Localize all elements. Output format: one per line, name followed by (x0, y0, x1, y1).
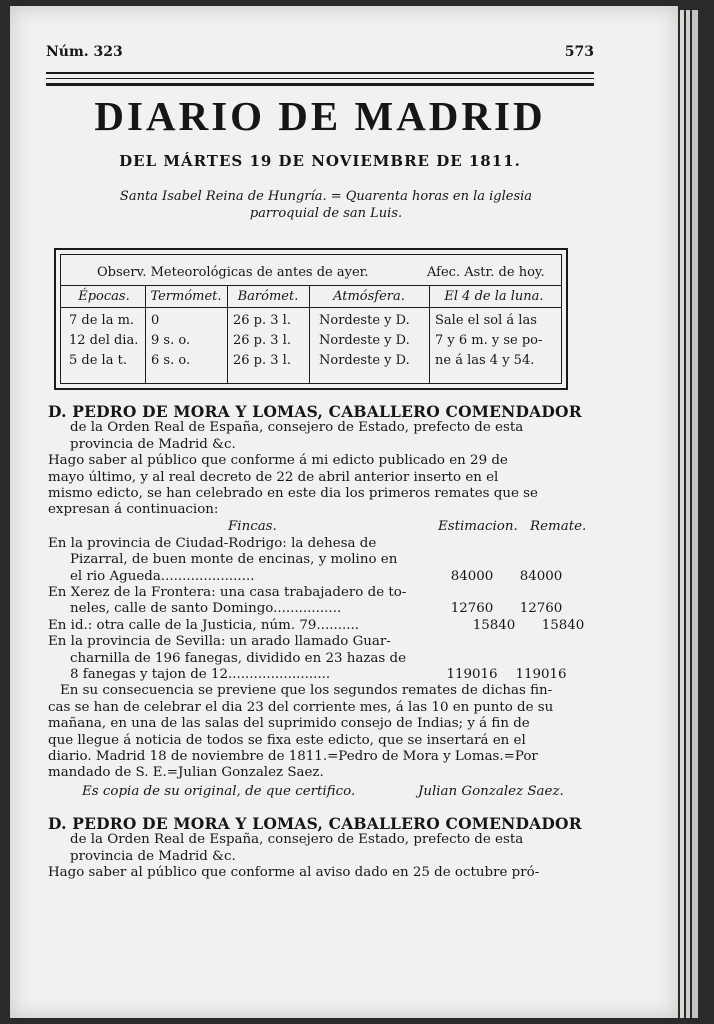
atmos-cell: Nordeste y D. (319, 313, 410, 328)
text-line: En su consecuencia se previene que los segundos remates de dichas fin- (60, 683, 553, 699)
saints-of-day (70, 188, 582, 222)
table-rule (61, 285, 561, 286)
text-line: Hago saber al público que conforme á mi edicto publicado en 29 de (48, 453, 508, 469)
remate-value: 12760 (519, 601, 563, 617)
col-termometro: Termómet. (150, 289, 222, 304)
termo-cell: 0 (151, 313, 160, 328)
atmos-cell: Nordeste y D. (319, 333, 410, 348)
auction-item (48, 585, 596, 618)
remate-value: 119016 (515, 666, 567, 682)
col-estimacion: Estimacion. (438, 518, 518, 534)
page-number: 573 (564, 44, 594, 60)
text-line: mayo último, y al real decreto de 22 de abril anterior inserto en el (48, 469, 499, 485)
auction-item (48, 618, 596, 634)
termo-cell: 6 s. o. (151, 353, 191, 368)
text-line: de la Orden Real de España, consejero de Estado, prefecto de esta (70, 832, 524, 848)
issue-number: Núm. 323 (46, 44, 123, 60)
text-line: que llegue á noticia de todos se fixa este edicto, que se insertará en el (48, 732, 526, 748)
luna-line: 7 y 6 m. y se po- (435, 333, 543, 348)
text-line (48, 552, 596, 568)
item-text: En Xerez de la Frontera: una casa trabajadero de to- (48, 585, 407, 601)
article-body (48, 404, 596, 881)
atmos-cell: Nordeste y D. (319, 353, 410, 368)
meteorological-table-inner (60, 254, 562, 384)
epoca-cell: 7 de la m. (69, 313, 135, 328)
col-remate: Remate. (530, 518, 587, 534)
text-line: Hago saber al público que conforme al aviso dado en 25 de octubre pró- (48, 865, 540, 881)
masthead-title: DIARIO DE MADRID (94, 93, 546, 139)
estimacion-value: 119016 (446, 666, 498, 682)
item-text: En id.: otra calle de la Justicia, núm. 79.......... (48, 617, 359, 633)
text-line (48, 569, 596, 585)
item-text: el rio Agueda...................... (70, 568, 255, 584)
remate-value: 15840 (541, 617, 585, 633)
header-rule (46, 78, 594, 79)
issue-header (46, 44, 594, 64)
item-text: En la provincia de Sevilla: un arado llamado Guar- (48, 634, 391, 650)
astro-title: Afec. Astr. de hoy. (427, 265, 545, 280)
item-text: charnilla de 196 fanegas, dividido en 23 hazas de (70, 650, 407, 666)
col-luna: El 4 de la luna. (444, 289, 544, 304)
item-text: 8 fanegas y tajon de 12........................ (70, 666, 331, 682)
newspaper-page (10, 6, 678, 1018)
termo-cell: 9 s. o. (151, 333, 191, 348)
text-line: cas se han de celebrar el dia 23 del corriente mes, á las 10 en punto de su (48, 699, 554, 715)
text-line (48, 601, 596, 617)
luna-line: Sale el sol á las (435, 313, 537, 328)
estimacion-value: 15840 (472, 617, 516, 633)
item-text: Pizarral, de buen monte de encinas, y molino en (70, 552, 398, 568)
text-line: expresan á continuacion: (48, 502, 219, 518)
text-line: diario. Madrid 18 de noviembre de 1811.=Pedro de Mora y Lomas.=Por (48, 748, 538, 764)
text-line: provincia de Madrid &c. (70, 848, 236, 864)
text-line (48, 651, 596, 667)
text-line (48, 536, 596, 552)
auction-table-header (48, 519, 596, 536)
baro-cell: 26 p. 3 l. (233, 313, 291, 328)
page-edge (692, 10, 698, 1018)
text-line: provincia de Madrid &c. (70, 436, 236, 452)
text-line (48, 585, 596, 601)
col-epocas: Épocas. (78, 289, 130, 304)
certify-text: Es copia de su original, de que certifico. (82, 783, 356, 799)
certification (48, 782, 596, 802)
text-line (48, 634, 596, 650)
signature-name: Julian Gonzalez Saez. (418, 783, 564, 799)
auction-item (48, 634, 596, 683)
notice-heading: D. PEDRO DE MORA Y LOMAS, CABALLERO COMENDADOR (48, 813, 582, 833)
table-rule (61, 307, 561, 308)
text-line: de la Orden Real de España, consejero de Estado, prefecto de esta (70, 420, 524, 436)
text-line (48, 667, 596, 683)
col-barometro: Barómet. (237, 289, 299, 304)
meteorological-table (54, 248, 568, 390)
epoca-cell: 12 del dia. (69, 333, 139, 348)
page-edge (680, 10, 684, 1018)
saints-line: Santa Isabel Reina de Hungría. = Quarenta horas en la iglesia (119, 189, 533, 204)
col-atmosfera: Atmósfera. (333, 289, 405, 304)
baro-cell: 26 p. 3 l. (233, 333, 291, 348)
text-line: mañana, en una de las salas del suprimido consejo de Indias; y á fin de (48, 716, 530, 732)
auction-item (48, 536, 596, 585)
text-line: mandado de S. E.=Julian Gonzalez Saez. (48, 765, 324, 781)
meteo-title: Observ. Meteorológicas de antes de ayer. (97, 265, 369, 280)
notice-heading: D. PEDRO DE MORA Y LOMAS, CABALLERO COMENDADOR (48, 402, 582, 421)
header-rule (46, 83, 594, 86)
page-edge (686, 10, 690, 1018)
estimacion-value: 12760 (450, 601, 494, 617)
baro-cell: 26 p. 3 l. (233, 353, 291, 368)
text-line: mismo edicto, se han celebrado en este dia los primeros remates que se (48, 486, 538, 502)
column-divider (309, 285, 310, 383)
item-text: neles, calle de santo Domingo................ (70, 601, 342, 617)
luna-line: ne á las 4 y 54. (435, 353, 535, 368)
column-divider (227, 285, 228, 383)
text-line (48, 618, 596, 634)
column-divider (429, 285, 430, 383)
dateline: DEL MÁRTES 19 DE NOVIEMBRE DE 1811. (119, 152, 521, 170)
header-rule (46, 72, 594, 74)
estimacion-value: 84000 (450, 568, 494, 584)
column-divider (145, 285, 146, 383)
epoca-cell: 5 de la t. (69, 353, 127, 368)
remate-value: 84000 (519, 568, 563, 584)
saints-line: parroquial de san Luis. (249, 206, 403, 221)
col-fincas: Fincas. (228, 518, 277, 534)
item-text: En la provincia de Ciudad-Rodrigo: la dehesa de (48, 535, 377, 551)
